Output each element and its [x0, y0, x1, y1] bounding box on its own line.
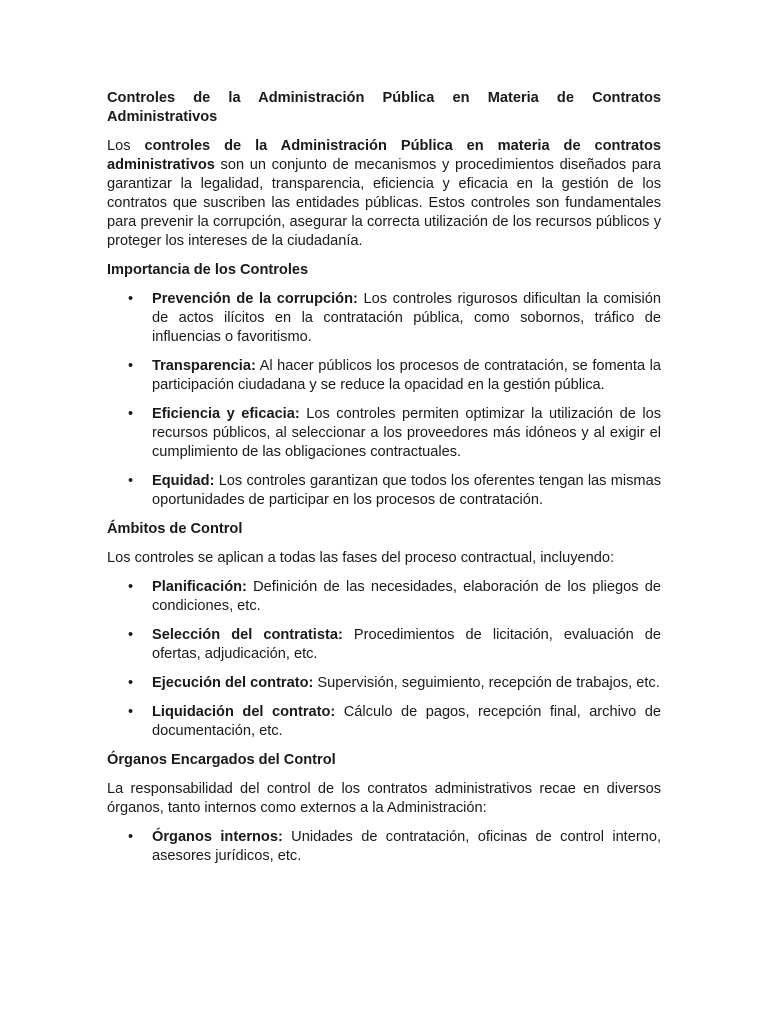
section-text-organos: La responsabilidad del control de los contratos administrativos recae en diversos órganos, tanto internos como externos a la Administración: [107, 781, 661, 816]
list-item [107, 357, 661, 395]
bullet-icon: • [128, 406, 134, 422]
item-term: Selección del contratista: [152, 627, 343, 643]
item-text: Cálculo de pagos, recepción final, archivo de documentación, etc. [152, 704, 661, 739]
item-term: Transparencia: [152, 358, 256, 374]
item-term: Eficiencia y eficacia: [152, 406, 300, 422]
list-item [107, 578, 661, 616]
item-term: Ejecución del contrato: [152, 675, 314, 691]
list-item [107, 674, 661, 693]
item-text: Definición de las necesidades, elaboración de los pliegos de condiciones, etc. [152, 579, 661, 614]
item-term: Prevención de la corrupción: [152, 291, 358, 307]
item-text: Supervisión, seguimiento, recepción de trabajos, etc. [313, 675, 660, 691]
bullet-list-importancia [107, 290, 661, 510]
list-item [107, 472, 661, 510]
document-title: Controles de la Administración Pública en Materia de Contratos Administrativos [107, 90, 661, 125]
intro-rest: son un conjunto de mecanismos y procedimientos diseñados para garantizar la legalidad, transparencia, eficiencia y eficacia en la gestión de los contratos que suscriben las entidades públicas. Estos controles son fundamentales para prevenir la corrupción, asegurar la correcta utilización de los recursos públicos y proteger los intereses de la ciudadanía. [107, 157, 661, 249]
intro-lead: Los [107, 138, 145, 154]
bullet-icon: • [128, 579, 134, 595]
bullet-icon: • [128, 627, 134, 643]
bullet-icon: • [128, 473, 134, 489]
section-heading-ambitos: Ámbitos de Control [107, 521, 243, 537]
section-text-ambitos: Los controles se aplican a todas las fases del proceso contractual, incluyendo: [107, 550, 615, 566]
item-text: Unidades de contratación, oficinas de control interno, asesores jurídicos, etc. [152, 829, 661, 864]
bullet-icon: • [128, 829, 134, 845]
list-item [107, 626, 661, 664]
item-text: Procedimientos de licitación, evaluación de ofertas, adjudicación, etc. [152, 627, 661, 662]
bullet-list-organos [107, 828, 661, 866]
bullet-list-ambitos [107, 578, 661, 741]
item-term: Órganos internos: [152, 829, 283, 845]
section-heading-organos: Órganos Encargados del Control [107, 752, 336, 768]
item-text: Los controles permiten optimizar la utilización de los recursos públicos, al seleccionar a los proveedores más idóneos y al exigir el cumplimiento de las obligaciones contractuales. [152, 406, 661, 460]
item-term: Planificación: [152, 579, 247, 595]
list-item [107, 405, 661, 462]
item-text: Los controles rigurosos dificultan la comisión de actos ilícitos en la contratación pública, como sobornos, tráfico de influencias o favoritismo. [152, 291, 661, 345]
bullet-icon: • [128, 704, 134, 720]
intro-bold-term: controles de la Administración Pública en materia de contratos administrativos [107, 138, 661, 173]
bullet-icon: • [128, 675, 134, 691]
list-item [107, 828, 661, 866]
item-text: Al hacer públicos los procesos de contratación, se fomenta la participación ciudadana y se reduce la opacidad en la gestión pública. [152, 358, 661, 393]
list-item [107, 290, 661, 347]
bullet-icon: • [128, 291, 134, 307]
intro-paragraph [107, 137, 661, 251]
section-heading-importancia: Importancia de los Controles [107, 262, 309, 278]
list-item [107, 703, 661, 741]
item-term: Equidad: [152, 473, 215, 489]
item-text: Los controles garantizan que todos los oferentes tengan las mismas oportunidades de participar en los procesos de contratación. [152, 473, 661, 508]
item-term: Liquidación del contrato: [152, 704, 336, 720]
bullet-icon: • [128, 358, 134, 374]
